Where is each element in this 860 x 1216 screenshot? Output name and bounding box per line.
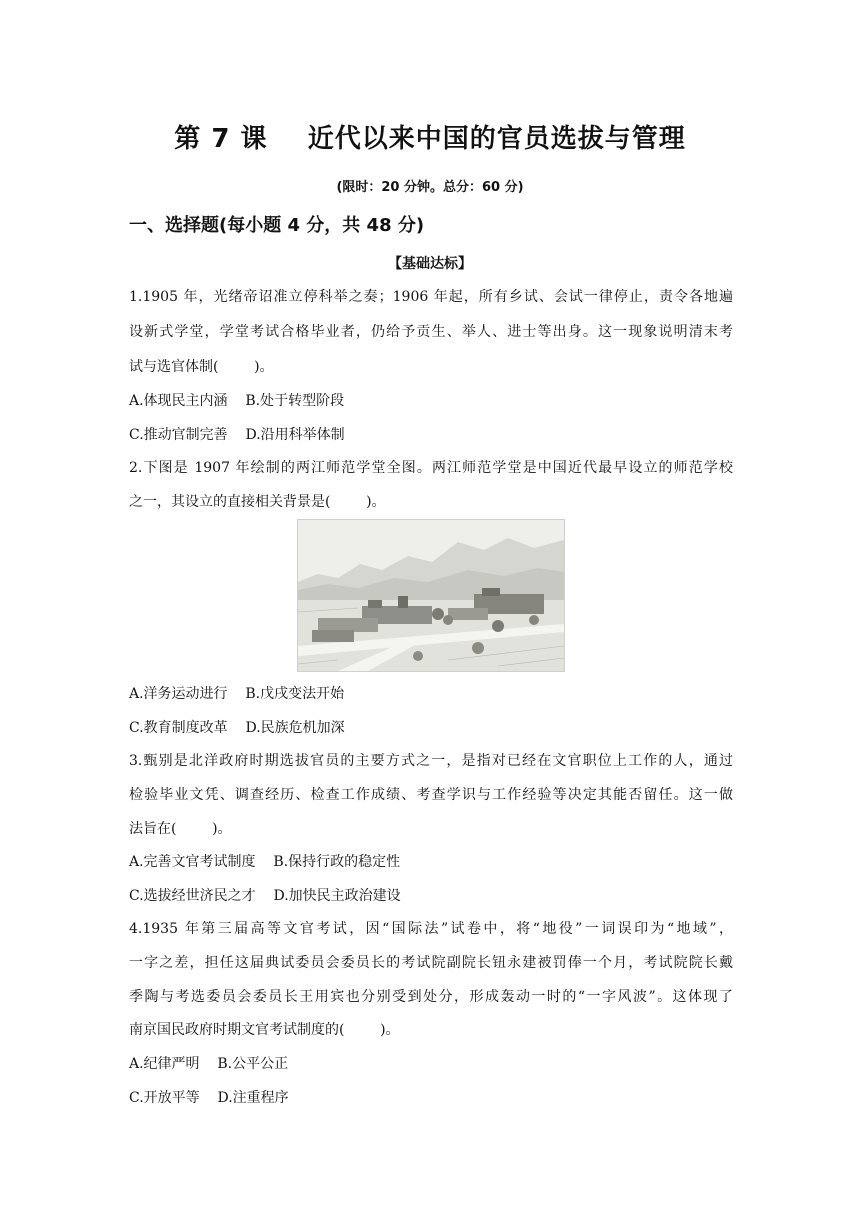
question-1-line-1: 1.1905 年，光绪帝诏准立停科举之奏；1906 年起，所有乡试、会试一律停止，责令各地遍 <box>129 289 733 305</box>
question-2-line-2: 之一，其设立的直接相关背景是( )。 <box>129 494 386 510</box>
question-4-line-3: 季陶与考选委员会委员长王用宾也分别受到处分，形成轰动一时的“一字风波”。这体现了 <box>129 989 733 1005</box>
question-2-line-1: 2.下图是 1907 年绘制的两江师范学堂全图。两江师范学堂是中国近代最早设立的师范学校 <box>129 460 733 476</box>
question-4-line-1: 4.1935 年第三届高等文官考试，因“国际法”试卷中，将“地役”一词误印为“地域”， <box>129 921 733 937</box>
time-limit-note: (限时：20 分钟。总分：60 分) <box>336 180 524 195</box>
question-3-option-cd[interactable]: C.选拔经世济民之才 D.加快民主政治建设 <box>129 888 401 904</box>
question-4-option-ab[interactable]: A.纪律严明 B.公平公正 <box>129 1056 289 1072</box>
section-heading: 一、选择题(每小题 4 分，共 48 分) <box>129 215 425 236</box>
question-1-line-3: 试与选官体制( )。 <box>129 359 274 375</box>
question-4-line-4: 南京国民政府时期文官考试制度的( )。 <box>129 1022 400 1038</box>
question-3-line-1: 3.甄别是北洋政府时期选拔官员的主要方式之一，是指对已经在文官职位上工作的人，通过 <box>129 753 733 769</box>
question-1-option-ab[interactable]: A.体现民主内涵 B.处于转型阶段 <box>129 393 345 409</box>
question-2-option-ab[interactable]: A.洋务运动进行 B.戊戌变法开始 <box>129 686 345 702</box>
question-3-option-ab[interactable]: A.完善文官考试制度 B.保持行政的稳定性 <box>129 854 401 870</box>
question-2-option-cd[interactable]: C.教育制度改革 D.民族危机加深 <box>129 720 345 736</box>
section-subheading: 【基础达标】 <box>388 256 472 272</box>
school-illustration-drawing <box>298 520 564 671</box>
question-3-line-3: 法旨在( )。 <box>129 821 232 837</box>
question-4-line-2: 一字之差，担任这届典试委员会委员长的考试院副院长钮永建被罚俸一个月，考试院院长戴 <box>129 955 733 971</box>
question-4-option-cd[interactable]: C.开放平等 D.注重程序 <box>129 1090 289 1106</box>
question-3-line-2: 检验毕业文凭、调查经历、检查工作成绩、考查学识与工作经验等决定其能否留任。这一做 <box>129 787 733 803</box>
page-title: 第 7 课 近代以来中国的官员选拔与管理 <box>174 124 686 154</box>
question-1-option-cd[interactable]: C.推动官制完善 D.沿用科举体制 <box>129 427 345 443</box>
question-1-line-2: 设新式学堂，学堂考试合格毕业者，仍给予贡生、举人、进士等出身。这一现象说明清末考 <box>129 324 733 340</box>
school-illustration-image <box>297 519 565 672</box>
